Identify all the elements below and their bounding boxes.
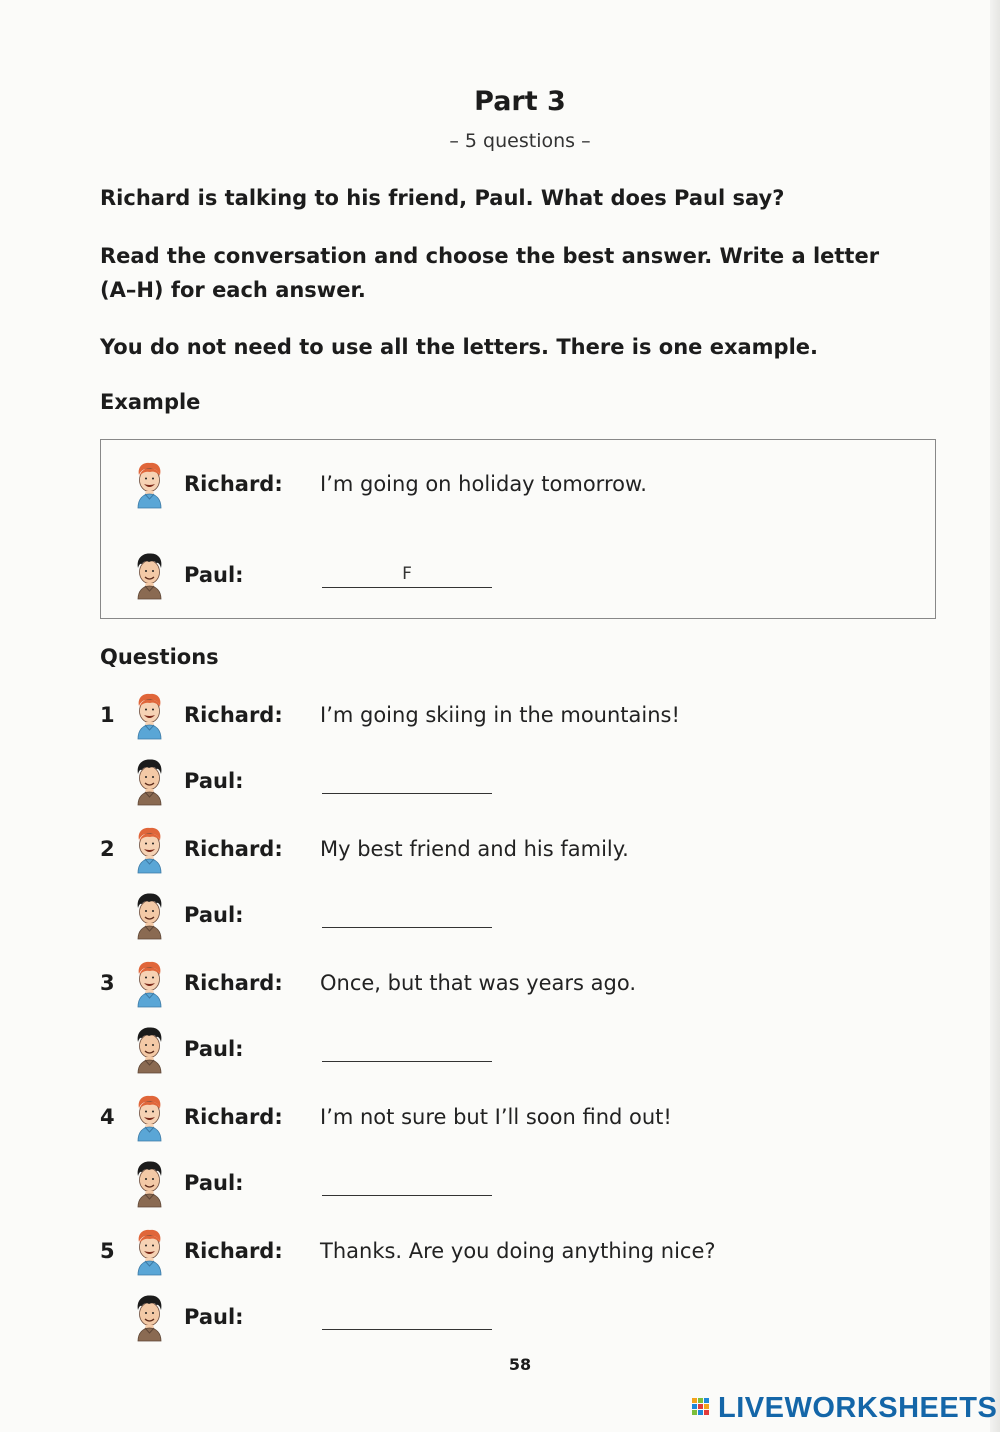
paul-avatar-icon xyxy=(133,1294,165,1342)
question-richard-label: Richard: xyxy=(184,1105,283,1129)
example-box xyxy=(100,439,936,619)
answer-input-3[interactable] xyxy=(322,1035,492,1062)
question-richard-line: My best friend and his family. xyxy=(320,837,629,861)
paul-avatar-icon xyxy=(133,552,165,600)
instruction-scenario: Richard is talking to his friend, Paul. What does Paul say? xyxy=(100,186,785,210)
page-title: Part 3 xyxy=(474,86,566,117)
richard-avatar-icon xyxy=(133,826,165,874)
question-paul-label: Paul: xyxy=(184,1037,244,1061)
question-richard-label: Richard: xyxy=(184,837,283,861)
answer-input-4[interactable] xyxy=(322,1169,492,1196)
question-paul-label: Paul: xyxy=(184,1171,244,1195)
question-number: 3 xyxy=(100,971,115,995)
question-number: 1 xyxy=(100,703,115,727)
answer-input-1[interactable] xyxy=(322,767,492,794)
liveworksheets-brand[interactable]: LIVEWORKSHEETS xyxy=(718,1392,998,1424)
paul-avatar-icon xyxy=(133,758,165,806)
paul-avatar-icon xyxy=(133,892,165,940)
question-paul-label: Paul: xyxy=(184,903,244,927)
paul-avatar-icon xyxy=(133,1160,165,1208)
answer-input-5[interactable] xyxy=(322,1303,492,1330)
liveworksheets-logo-icon xyxy=(692,1398,716,1420)
question-paul-label: Paul: xyxy=(184,769,244,793)
question-number: 5 xyxy=(100,1239,115,1263)
page-edge-shadow xyxy=(990,0,1000,1432)
page-number: 58 xyxy=(508,1355,532,1374)
instruction-note: You do not need to use all the letters. There is one example. xyxy=(100,335,819,359)
instruction-task: Read the conversation and choose the best answer. Write a letter (A–H) for each answer. xyxy=(100,244,880,302)
example-richard-label: Richard: xyxy=(184,472,283,496)
example-paul-label: Paul: xyxy=(184,563,244,587)
question-richard-line: Once, but that was years ago. xyxy=(320,971,637,995)
answer-input-2[interactable] xyxy=(322,901,492,928)
example-richard-line: I’m going on holiday tomorrow. xyxy=(320,472,647,496)
example-heading: Example xyxy=(100,390,201,414)
richard-avatar-icon xyxy=(133,461,165,509)
question-richard-line: I’m not sure but I’ll soon find out! xyxy=(320,1105,672,1129)
question-richard-line: Thanks. Are you doing anything nice? xyxy=(320,1239,716,1263)
question-richard-label: Richard: xyxy=(184,703,283,727)
question-paul-label: Paul: xyxy=(184,1305,244,1329)
example-answer: F xyxy=(322,561,492,588)
richard-avatar-icon xyxy=(133,960,165,1008)
question-richard-label: Richard: xyxy=(184,971,283,995)
paul-avatar-icon xyxy=(133,1026,165,1074)
questions-heading: Questions xyxy=(100,645,219,669)
richard-avatar-icon xyxy=(133,692,165,740)
richard-avatar-icon xyxy=(133,1094,165,1142)
question-richard-label: Richard: xyxy=(184,1239,283,1263)
question-number: 4 xyxy=(100,1105,115,1129)
question-number: 2 xyxy=(100,837,115,861)
richard-avatar-icon xyxy=(133,1228,165,1276)
question-richard-line: I’m going skiing in the mountains! xyxy=(320,703,680,727)
page-subtitle: – 5 questions – xyxy=(449,130,591,152)
